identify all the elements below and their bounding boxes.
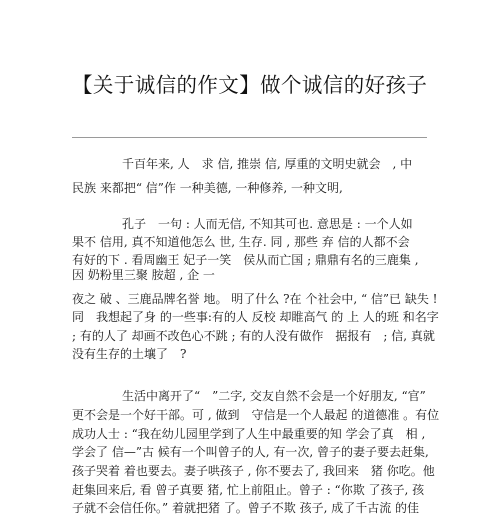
paragraph-2-line-1: 孔子 一句 : 人而无信, 不知其可也. 意思是 : 一个人如 <box>122 217 413 231</box>
paragraph-4-line-5: 孩子哭着 着也要去。妻子哄孩子 , 你不要去了, 我回来 猪 你吃。他 <box>72 464 435 478</box>
paragraph-2-line-4: 因 奶粉里三聚 胺超 , 企 一 <box>72 268 215 282</box>
paragraph-1-line-1: 千百年来, 人 求 信, 推崇 信, 厚重的文明史就会 , 中 <box>122 157 413 171</box>
document-title: 【关于诚信的作文】做个诚信的好孩子 <box>72 73 428 97</box>
paragraph-4-line-4: 学会了 信—”古 候有一个叫曾子的人, 有一次, 曾子的妻子要去赶集, <box>72 445 429 459</box>
paragraph-1-line-2: 民族 来都把“ 信”作 一种美德, 一种修养, 一种文明, <box>72 181 343 195</box>
paragraph-4-line-1: 生活中离开了“ ”二字, 交友自然不会是一个好朋友, “官” <box>122 389 426 403</box>
paragraph-4-line-2: 更不会是一个好干部。可 , 做到 守信是一个人最起 的道德准 。有位 <box>72 408 440 422</box>
paragraph-4-line-7: 子就不会信任你。” 着就把猪 了。曾子不欺 孩子, 成了千古流 的佳 <box>72 501 420 515</box>
paragraph-4-line-6: 赶集回来后, 看 曾子真要 猪, 忙上前阻止。曾子 : “你欺 了孩子, 孩 <box>72 483 425 497</box>
paragraph-4-line-3: 成功人士 : “我在幼儿园里学到了人生中最重要的知 学会了真 相 , <box>72 427 426 441</box>
title-divider <box>72 137 427 138</box>
paragraph-3-line-3: ; 有的人了 却画不改色心不跳 ; 有的人没有做作 据报有 ; 信, 真就 <box>72 329 435 343</box>
paragraph-3-line-1: 夜之 破 、三鹿品牌名誉 地。 明了什么 ?在 个社会中, “ 信”已 缺失 ! <box>72 292 438 306</box>
paragraph-2-line-2: 果不 信用, 真不知道他怎么 世, 生存. 同 , 那些 弃 信的人都不会 <box>72 235 410 249</box>
paragraph-3-line-4: 没有生存的土壤了 ? <box>72 347 187 361</box>
paragraph-3-line-2: 同 我想起了身 的一些事:有的人 反校 却睢高气 的 上 人的班 和名字 <box>72 310 439 324</box>
paragraph-2-line-3: 有好的下 . 看周幽王 妃子一笑 侯从而亡国 ; 鼎鼎有名的三鹿集 , <box>72 253 419 267</box>
